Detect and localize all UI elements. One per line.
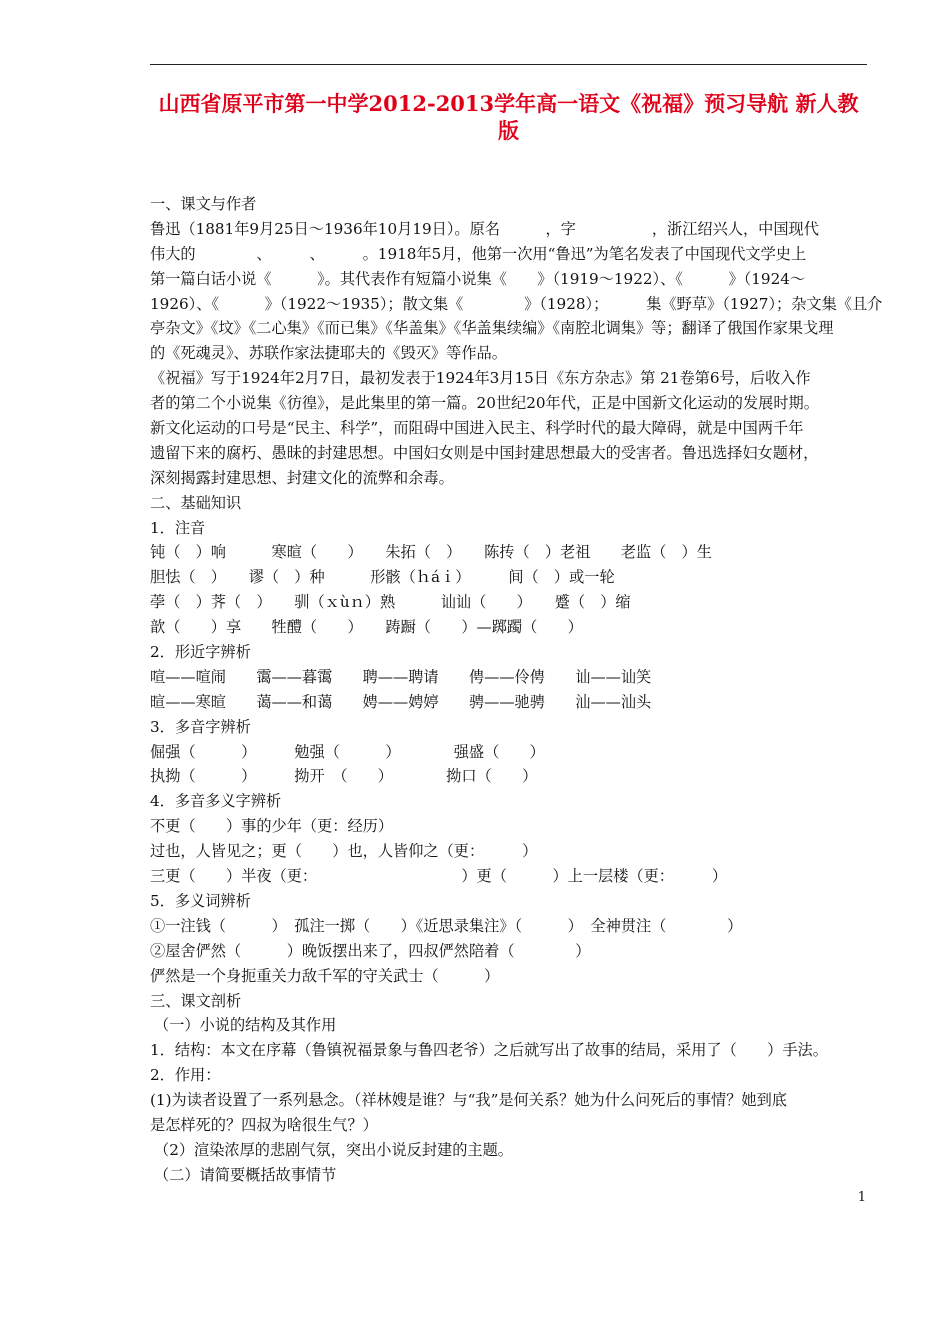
paragraph-line: 第一篇白话小说《 》。其代表作有短篇小说集《 》（1919～1922）、《 》（1924～ xyxy=(150,269,806,288)
document-title xyxy=(150,90,867,144)
paragraph-line: 1．结构：本文在序幕（鲁镇祝福景象与鲁四老爷）之后就写出了故事的结局，采用了（ ）手法。 xyxy=(150,1041,828,1060)
paragraph-line: 者的第二个小说集《彷徨》，是此集里的第一篇。20世纪20年代，正是中国新文化运动的发展时期。 xyxy=(150,394,819,413)
subsection-heading: 2．形近字辨析 xyxy=(150,643,251,662)
page-number: 1 xyxy=(857,1190,866,1205)
section-heading: 二、基础知识 xyxy=(150,493,242,512)
section-heading: 三、课文剖析 xyxy=(150,991,242,1010)
paragraph-line: 是怎样死的？四叔为啥很生气？） xyxy=(150,1115,378,1134)
subsection-heading: 5．多义词辨析 xyxy=(150,891,251,910)
paragraph-line: 1926）、《 》（1922～1935）；散文集《 》（1928）； 集《野草》（1927）；杂文集《且介 xyxy=(150,294,883,313)
section-heading: 一、课文与作者 xyxy=(150,195,257,213)
exercise-line: 三更（ ）半夜（更： ）更（ ）上一层楼（更： ） xyxy=(150,867,728,886)
exercise-line: ①一注钱（ ） 孤注一掷（ ）《近思录集注》（ ） 全神贯注（ ） xyxy=(150,916,743,935)
exercise-line: 过也，人皆见之；更（ ）也，人皆仰之（更： ） xyxy=(150,842,538,861)
header-rule xyxy=(150,64,867,65)
exercise-line: 钝（ ）响 寒暄（ ） 朱拓（ ） 陈抟（ ）老祖 老监（ ）生 xyxy=(150,543,712,562)
paragraph-line: 深刻揭露封建思想、封建文化的流弊和余毒。 xyxy=(150,468,454,487)
paragraph-line: (1)为读者设置了一系列悬念。（祥林嫂是谁？与“我”是何关系？她为什么问死后的事情？她到底 xyxy=(150,1091,787,1110)
paragraph-line: 的《死魂灵》、苏联作家法捷耶夫的《毁灭》等作品。 xyxy=(150,344,507,363)
exercise-line: 歆（ ）享 牲醴（ ） 踌蹰（ ）—踯躅（ ） xyxy=(150,618,583,637)
title-line-2: 版 xyxy=(498,118,519,143)
subsection-heading: 1．注音 xyxy=(150,518,206,537)
paragraph-line: 伟大的 、 、 。1918年5月，他第一次用“鲁迅”为笔名发表了中国现代文学史上 xyxy=(150,244,807,263)
paragraph-line: 遗留下来的腐朽、愚昧的封建思想。中国妇女则是中国封建思想最大的受害者。鲁迅选择妇女题材， xyxy=(150,443,819,462)
exercise-line: ②屋舍俨然（ ）晚饭摆出来了，四叔俨然陪着（ ） xyxy=(150,941,591,960)
document-body xyxy=(150,192,883,1188)
exercise-line: 俨然是一个身扼重关力敌千军的守关武士（ ） xyxy=(150,966,500,985)
paragraph-line: 2．作用： xyxy=(150,1066,221,1085)
subsection-heading: 4．多音多义字辨析 xyxy=(150,792,282,811)
paragraph-line: 新文化运动的口号是“民主、科学”，而阻碍中国进入民主、科学时代的最大障碍，就是中国两千年 xyxy=(150,419,804,438)
exercise-line: 暄——寒暄 蔼——和蔼 娉——娉婷 骋——驰骋 汕——汕头 xyxy=(150,692,652,711)
paragraph-line: 鲁迅（1881年9月25日～1936年10月19日）。原名 ，字 ，浙江绍兴人，中国现代 xyxy=(150,219,819,238)
exercise-line: 执拗（ ） 拗开 （ ） 拗口（ ） xyxy=(150,767,538,786)
paragraph-line: 《祝福》写于1924年2月7日，最初发表于1924年3月15日《东方杂志》第 21卷第6号，后收入作 xyxy=(150,369,811,388)
exercise-line: 喧——喧闹 霭——暮霭 聘——聘请 俜——伶俜 讪——讪笑 xyxy=(150,667,652,686)
subsection-heading: （二）请简要概括故事情节 xyxy=(154,1165,337,1184)
subsection-heading: （一）小说的结构及其作用 xyxy=(154,1016,337,1035)
paragraph-line: （2）渲染浓厚的悲剧气氛，突出小说反封建的主题。 xyxy=(154,1140,513,1159)
subsection-heading: 3．多音字辨析 xyxy=(150,717,251,736)
paragraph-line: 亭杂文》《坟》《二心集》《而已集》《华盖集》《华盖集续编》《南腔北调集》等；翻译了俄国作家果戈理 xyxy=(150,319,834,338)
exercise-line: 胆怯（ ） 谬（ ）种 形骸（ｈáｉ） 间（ ）或一轮 xyxy=(150,568,615,587)
exercise-line: 荸（ ）荠（ ） 驯（ｘùｎ）熟 讪讪（ ） 蹙（ ）缩 xyxy=(150,593,631,612)
exercise-line: 倔强（ ） 勉强（ ） 强盛（ ） xyxy=(150,742,545,761)
title-line-1: 山西省原平市第一中学2012-2013学年高一语文《祝福》预习导航 新人教 xyxy=(158,91,859,116)
exercise-line: 不更（ ）事的少年（更：经历） xyxy=(150,817,393,836)
